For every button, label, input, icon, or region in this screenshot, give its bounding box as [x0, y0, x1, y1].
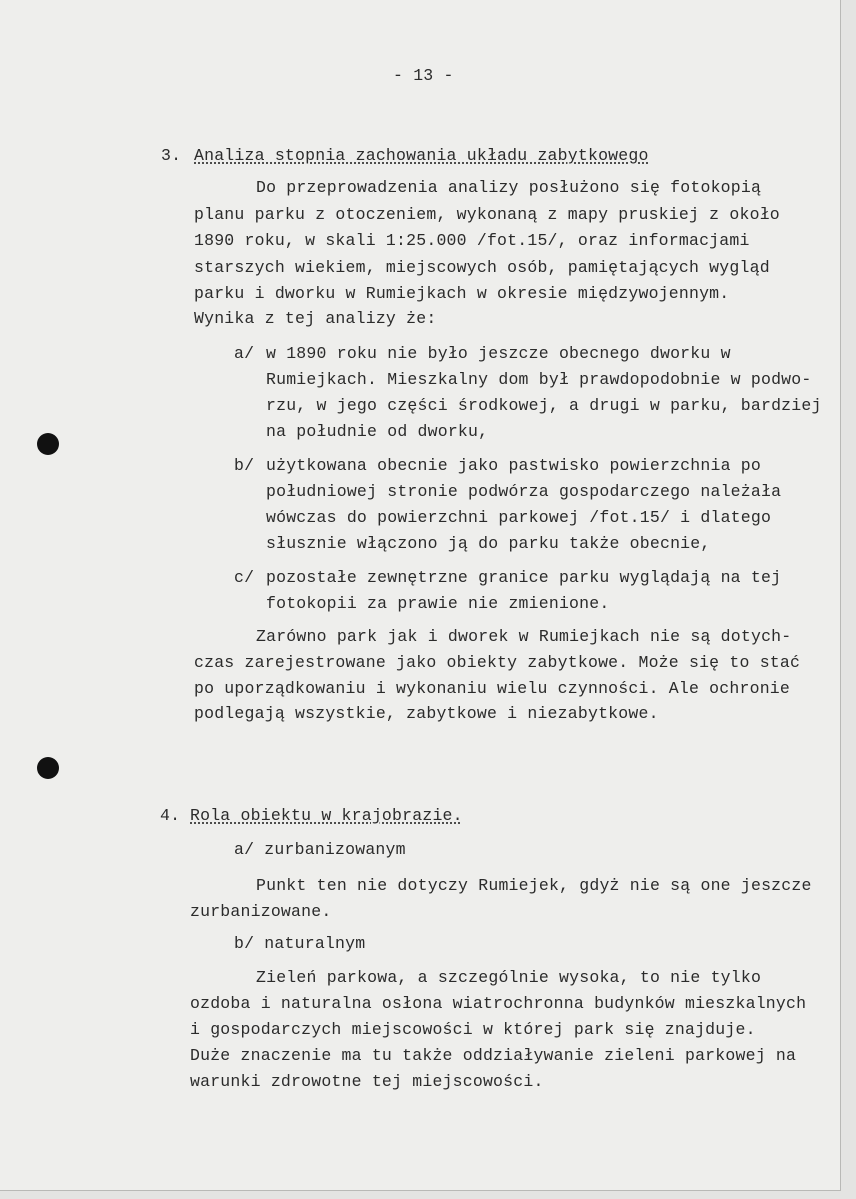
item-c-line: pozostałe zewnętrzne granice parku wyglądają na tej: [266, 568, 782, 587]
item-c-label: c/: [234, 568, 255, 587]
section4-sub-b-text: Zieleń parkowa, a szczególnie wysoka, to nie tylko: [256, 968, 762, 987]
section3-intro-line: Do przeprowadzenia analizy posłużono się fotokopią: [256, 178, 762, 197]
section3-intro-line: planu parku z otoczeniem, wykonaną z mapy pruskiej z około: [194, 205, 780, 224]
section4-sub-a-text: Punkt ten nie dotyczy Rumiejek, gdyż nie są one jeszcze: [256, 876, 812, 895]
section4-sub-a: a/ zurbanizowanym: [234, 840, 406, 859]
item-c-line: fotokopii za prawie nie zmienione.: [266, 594, 610, 613]
section4-sub-b-text: warunki zdrowotne tej miejscowości.: [190, 1072, 544, 1091]
section3-intro-line: Wynika z tej analizy że:: [194, 309, 437, 328]
item-a-line: na południe od dworku,: [266, 422, 489, 441]
section4-sub-b-text: Duże znaczenie ma tu także oddziaływanie zieleni parkowej na: [190, 1046, 797, 1065]
section3-intro-line: parku i dworku w Rumiejkach w okresie międzywojennym.: [194, 284, 730, 303]
section3-number: 3.: [161, 146, 182, 165]
section4-heading: Rola obiektu w krajobrazie.: [190, 806, 463, 825]
item-a-label: a/: [234, 344, 255, 363]
section3-intro-line: 1890 roku, w skali 1:25.000 /fot.15/, oraz informacjami: [194, 231, 750, 250]
section4-sub-a-text: zurbanizowane.: [190, 902, 332, 921]
item-b-line: wówczas do powierzchni parkowej /fot.15/ i dlatego: [266, 508, 772, 527]
section4-number: 4.: [160, 806, 181, 825]
item-b-line: południowej stronie podwórza gospodarczego należała: [266, 482, 782, 501]
section3-closing-line: podlegają wszystkie, zabytkowe i niezabytkowe.: [194, 704, 659, 723]
item-a-line: w 1890 roku nie było jeszcze obecnego dworku w: [266, 344, 731, 363]
item-b-line: słusznie włączono ją do parku także obecnie,: [266, 534, 711, 553]
item-b-line: użytkowana obecnie jako pastwisko powierzchnia po: [266, 456, 761, 475]
section3-closing-line: Zarówno park jak i dworek w Rumiejkach nie są dotych-: [256, 627, 792, 646]
section3-closing-line: po uporządkowaniu i wykonaniu wielu czynności. Ale ochronie: [194, 679, 790, 698]
item-b-label: b/: [234, 456, 255, 475]
section3-heading: Analiza stopnia zachowania układu zabytkowego: [194, 146, 649, 165]
page-number: - 13 -: [393, 66, 454, 85]
item-a-line: rzu, w jego części środkowej, a drugi w parku, bardziej: [266, 396, 822, 415]
section4-sub-b: b/ naturalnym: [234, 934, 366, 953]
punch-hole-upper: [37, 433, 59, 455]
section4-sub-b-text: ozdoba i naturalna osłona wiatrochronna budynków mieszkalnych: [190, 994, 807, 1013]
section3-intro-line: starszych wiekiem, miejscowych osób, pamiętających wygląd: [194, 258, 770, 277]
item-a-line: Rumiejkach. Mieszkalny dom był prawdopodobnie w podwo-: [266, 370, 812, 389]
section4-sub-b-text: i gospodarczych miejscowości w której park się znajduje.: [190, 1020, 756, 1039]
section3-closing-line: czas zarejestrowane jako obiekty zabytkowe. Może się to stać: [194, 653, 801, 672]
punch-hole-lower: [37, 757, 59, 779]
